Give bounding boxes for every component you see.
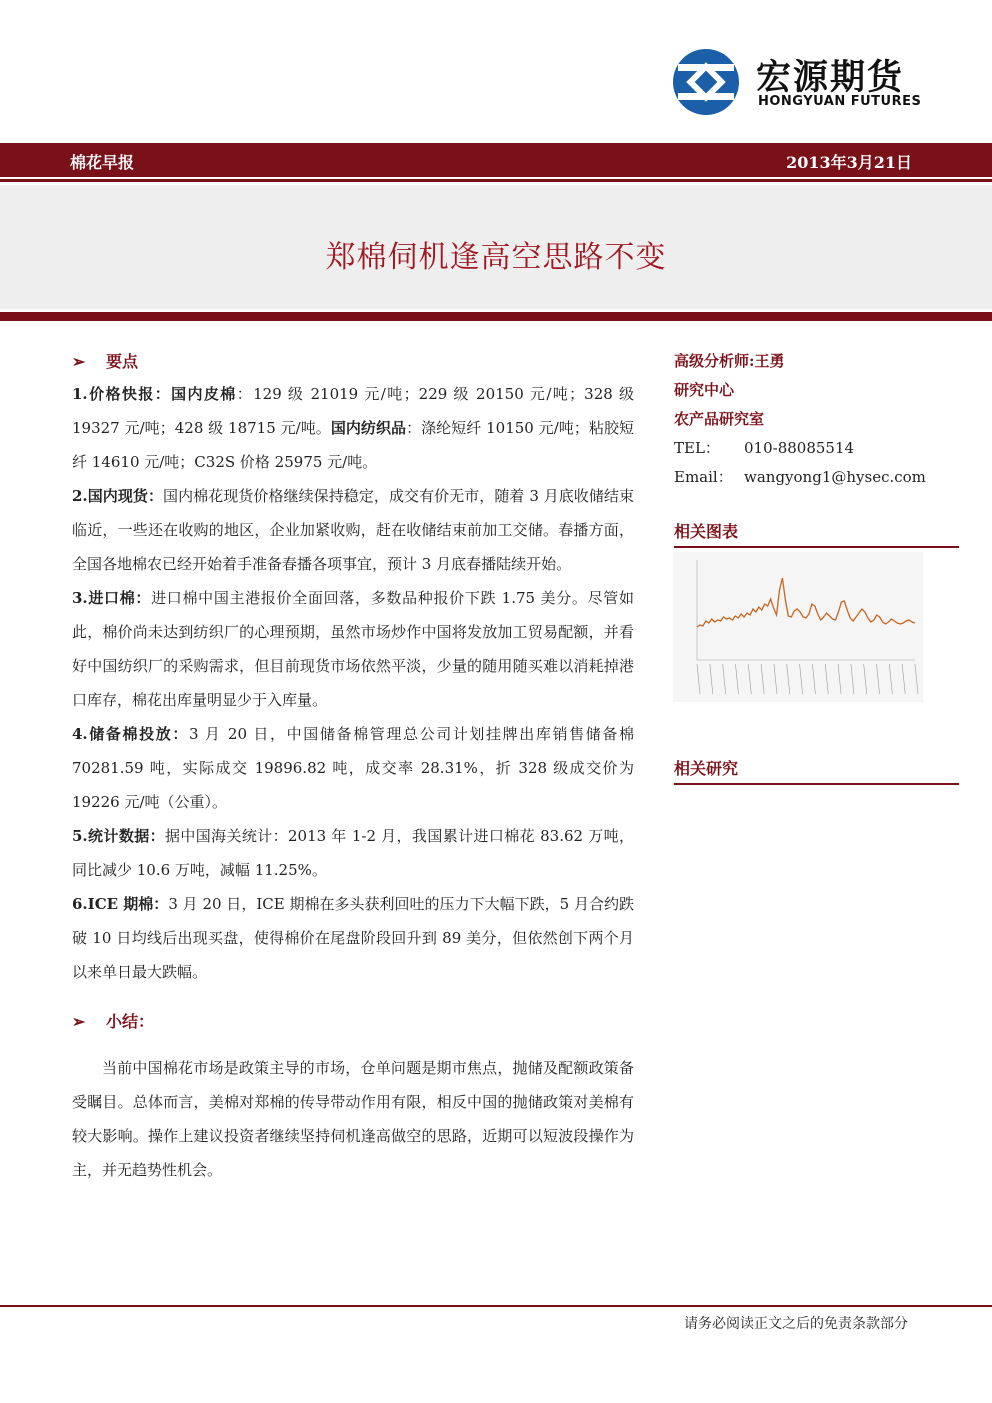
chart-x-tick-mark <box>889 664 892 694</box>
chart-series-line <box>697 578 915 627</box>
footer-rule <box>0 1305 992 1307</box>
footer-disclaimer: 请务必阅读正文之后的免责条款部分 <box>684 1316 908 1332</box>
key-point-label: 国内现货： <box>87 487 164 505</box>
chart-x-tick-mark <box>761 664 764 694</box>
brand-name-en: HONGYUAN FUTURES <box>758 94 922 109</box>
chart-x-tick-mark <box>774 664 777 694</box>
chart-x-tick-mark <box>902 664 905 694</box>
chart-x-tick-mark <box>800 664 803 694</box>
summary-text: 当前中国棉花市场是政策主导的市场，仓单问题是期市焦点，抛储及配额政策备受瞩目。总体而言，美棉对郑棉的传导带动作用有限，相反中国的抛储政策对美棉有较大影响。操作上建议投资者继续坚持伺机逢高做空的思路，近期可以短波段操作为主，并无趋势性机会。 <box>72 1059 634 1179</box>
department-agri-research: 农产品研究室 <box>674 410 765 428</box>
key-point-item <box>72 581 634 717</box>
key-point-item <box>72 887 634 989</box>
key-point-number: 4. <box>72 725 88 743</box>
summary-heading <box>72 1007 634 1037</box>
email-link[interactable]: wangyong1@hysec.com <box>744 468 926 486</box>
chart-x-tick-mark <box>915 664 918 694</box>
hongyuan-logo-icon <box>672 48 740 116</box>
key-point-text: 国内棉花现货价格继续保持稳定，成交有价无市，随着 3 月底收储结束临近，一些还在收购的地区，企业加紧收购，赶在收储结束前加工交储。春播方面，全国各地棉农已经开始着手准备春播各项事宜，预计 3 月底春播陆续开始。 <box>72 487 634 573</box>
email-label: Email： <box>674 468 733 486</box>
arrow-bullet-icon: ➢ <box>72 352 86 371</box>
page-title: 郑棉伺机逢高空思路不变 <box>325 240 667 275</box>
chart-x-tick-mark <box>825 664 828 694</box>
price-line-chart <box>673 552 923 702</box>
brand-name-cn: 宏源期货 <box>756 58 905 98</box>
key-point-text: 3 月 20 日，中国储备棉管理总公司计划挂牌出库销售储备棉 70281.59 吨，实际成交 19896.82 吨，成交率 28.31%，折 328 级成交价为 19226 元/吨（公重）。 <box>72 725 634 811</box>
email-row <box>674 463 959 492</box>
chart-x-tick-mark <box>735 664 738 694</box>
key-point-text: ：涤纶短纤 10150 元/吨；粘胶短纤 14610 元/吨；C32S 价格 25975 元/吨。 <box>72 419 635 471</box>
chart-x-tick-mark <box>877 664 880 694</box>
key-points-heading <box>72 347 634 377</box>
key-point-item <box>72 717 634 819</box>
chart-x-tick-mark <box>723 664 726 694</box>
related-charts-heading: 相关图表 <box>674 518 959 548</box>
chart-x-tick-mark <box>697 664 700 694</box>
key-point-label: 统计数据： <box>87 827 165 845</box>
key-point-subheading: 国内皮棉 <box>171 385 237 403</box>
tel-row <box>674 434 959 463</box>
key-point-text: 据中国海关统计：2013 年 1-2 月，我国累计进口棉花 83.62 万吨，同比减少 10.6 万吨，减幅 11.25%。 <box>72 827 634 879</box>
key-point-item <box>72 479 634 581</box>
header-rule <box>0 179 992 182</box>
key-point-number: 5. <box>72 827 88 845</box>
header-bar <box>0 143 992 177</box>
key-point-number: 6. <box>72 895 88 913</box>
chart-x-tick-mark <box>710 664 713 694</box>
key-point-label: 进口棉： <box>87 589 152 607</box>
chart-x-tick-mark <box>864 664 867 694</box>
title-box <box>0 185 992 309</box>
report-section: 棉花早报 <box>70 153 135 172</box>
key-point-label: 储备棉投放： <box>87 725 189 743</box>
chart-x-tick-mark <box>812 664 815 694</box>
key-point-text: 进口棉中国主港报价全面回落，多数品种报价下跌 1.75 美分。尽管如此，棉价尚未达到纺织厂的心理预期，虽然市场炒作中国将发放加工贸易配额，并看好中国纺织厂的采购需求，但目前现货市场依然平淡，少量的随用随买难以消耗掉港口库存，棉花出库量明显少于入库量。 <box>72 589 634 709</box>
brand-logo <box>672 48 922 118</box>
tel-label: TEL： <box>674 439 720 457</box>
key-point-number: 3. <box>72 589 88 607</box>
key-point-subheading: 国内纺织品 <box>330 419 407 437</box>
main-content <box>72 347 634 1187</box>
chart-x-tick-mark <box>838 664 841 694</box>
key-points-label: 要点 <box>106 352 139 371</box>
key-point-number: 1. <box>72 385 88 403</box>
tel-value: 010-88085514 <box>744 439 855 457</box>
key-point-item <box>72 819 634 887</box>
key-point-label: ICE 期棉： <box>87 895 169 913</box>
arrow-bullet-icon: ➢ <box>72 1012 86 1031</box>
title-rule <box>0 312 992 321</box>
related-chart <box>673 552 923 702</box>
department-research-center: 研究中心 <box>674 381 735 399</box>
related-research-heading: 相关研究 <box>674 755 959 785</box>
chart-x-tick-mark <box>787 664 790 694</box>
chart-x-tick-mark <box>851 664 854 694</box>
key-point-text: ：129 级 21019 元/吨；229 级 20150 元/吨；328 级 19327 元/吨；428 级 18715 元/吨。 <box>72 385 634 437</box>
key-point-item <box>72 377 634 479</box>
analyst-name: 高级分析师:王勇 <box>674 352 785 370</box>
key-point-number: 2. <box>72 487 88 505</box>
key-points-list <box>72 377 634 989</box>
key-point-label: 价格快报： <box>87 385 172 403</box>
summary-label: 小结： <box>106 1012 155 1031</box>
chart-x-tick-mark <box>748 664 751 694</box>
report-date: 2013年3月21日 <box>786 153 912 172</box>
sidebar <box>674 347 959 492</box>
key-point-text: 3 月 20 日，ICE 期棉在多头获利回吐的压力下大幅下跌，5 月合约跌破 10 日均线后出现买盘，使得棉价在尾盘阶段回升到 89 美分，但依然创下两个月以来单日最大跌幅。 <box>72 895 634 981</box>
